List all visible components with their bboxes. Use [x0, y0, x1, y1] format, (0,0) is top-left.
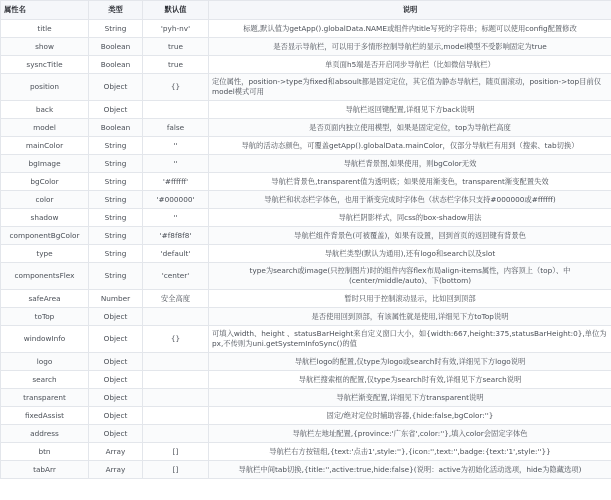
table-row — [1, 38, 611, 56]
table-row — [1, 389, 611, 407]
table-row — [1, 56, 611, 74]
cell-name: btn — [1, 443, 89, 461]
cell-type: String — [89, 155, 143, 173]
table-row — [1, 308, 611, 326]
cell-name: type — [1, 245, 89, 263]
cell-desc: 导航栏类型(默认为通用),还有logo和search以及slot — [209, 245, 611, 263]
cell-desc: 是否使用回到顶部，有该属性就是使用,详细见下方toTop说明 — [209, 308, 611, 326]
table-header-row — [1, 1, 611, 20]
cell-default: 'center' — [143, 263, 209, 290]
cell-type: Object — [89, 353, 143, 371]
table-row — [1, 461, 611, 479]
table-row — [1, 74, 611, 101]
cell-desc: 单页面h5端是否开启同步导航栏（比如微信导航栏） — [209, 56, 611, 74]
cell-type: Object — [89, 389, 143, 407]
cell-default: 安全高度 — [143, 290, 209, 308]
cell-name: model — [1, 119, 89, 137]
cell-name: search — [1, 371, 89, 389]
cell-type: Boolean — [89, 119, 143, 137]
cell-default: '#f8f8f8' — [143, 227, 209, 245]
table-row — [1, 245, 611, 263]
cell-default: 'default' — [143, 245, 209, 263]
table-row — [1, 443, 611, 461]
cell-default: true — [143, 38, 209, 56]
table-row — [1, 371, 611, 389]
cell-desc: type为search或image(只控制图片)时的组件内容flex布局align-items属性，内容顶上（top）、中(center/middle/auto)、下(bottom) — [209, 263, 611, 290]
table-row — [1, 20, 611, 38]
cell-name: back — [1, 101, 89, 119]
cell-type: String — [89, 245, 143, 263]
cell-name: address — [1, 425, 89, 443]
cell-default — [143, 101, 209, 119]
table-row — [1, 407, 611, 425]
cell-name: bgImage — [1, 155, 89, 173]
cell-desc: 导航栏中间tab切换,{title:'',active:true,hide:false}(说明：active为初始化活动选项，hide为隐藏选项) — [209, 461, 611, 479]
cell-default: '' — [143, 137, 209, 155]
cell-type: Object — [89, 74, 143, 101]
cell-desc: 导航的活动态颜色，可覆盖getApp().globalData.mainColor，仅部分导航栏有用到（搜索、tab切换） — [209, 137, 611, 155]
cell-default — [143, 353, 209, 371]
cell-type: String — [89, 209, 143, 227]
cell-type: String — [89, 173, 143, 191]
header-name: 属性名 — [1, 1, 89, 20]
cell-name: shadow — [1, 209, 89, 227]
cell-default: '#ffffff' — [143, 173, 209, 191]
table-row — [1, 290, 611, 308]
cell-default: 'pyh-nv' — [143, 20, 209, 38]
cell-name: toTop — [1, 308, 89, 326]
cell-type: String — [89, 263, 143, 290]
cell-desc: 导航栏背景图,如果使用，则bgColor无效 — [209, 155, 611, 173]
cell-default: '' — [143, 155, 209, 173]
table-row — [1, 227, 611, 245]
cell-name: fixedAssist — [1, 407, 89, 425]
cell-type: Object — [89, 101, 143, 119]
cell-type: Object — [89, 407, 143, 425]
cell-type: Number — [89, 290, 143, 308]
cell-type: Boolean — [89, 56, 143, 74]
table-row — [1, 263, 611, 290]
table-row — [1, 326, 611, 353]
cell-desc: 导航栏logo的配置,仅type为logo或search时有效,详细见下方logo说明 — [209, 353, 611, 371]
cell-name: position — [1, 74, 89, 101]
cell-desc: 导航栏左地址配置,{province:'广东省',color:''},填入color会固定字体色 — [209, 425, 611, 443]
table-row — [1, 119, 611, 137]
cell-default: [] — [143, 443, 209, 461]
cell-default: true — [143, 56, 209, 74]
table-row — [1, 173, 611, 191]
table-row — [1, 191, 611, 209]
cell-desc: 导航栏返回键配置,详细见下方back说明 — [209, 101, 611, 119]
table-row — [1, 353, 611, 371]
cell-name: windowInfo — [1, 326, 89, 353]
cell-name: transparent — [1, 389, 89, 407]
cell-default — [143, 407, 209, 425]
table-row — [1, 209, 611, 227]
cell-type: String — [89, 191, 143, 209]
header-desc: 说明 — [209, 1, 611, 20]
cell-default — [143, 308, 209, 326]
cell-default: '' — [143, 209, 209, 227]
table-row — [1, 155, 611, 173]
header-type: 类型 — [89, 1, 143, 20]
cell-desc: 导航栏阴影样式，同css的box-shadow用法 — [209, 209, 611, 227]
cell-name: bgColor — [1, 173, 89, 191]
header-default: 默认值 — [143, 1, 209, 20]
cell-default — [143, 425, 209, 443]
cell-name: mainColor — [1, 137, 89, 155]
cell-name: componentBgColor — [1, 227, 89, 245]
cell-desc: 标题,默认值为getApp().globalData.NAME或组件内title写死的字符串；标题可以使用config配置修改 — [209, 20, 611, 38]
cell-default: {} — [143, 326, 209, 353]
cell-default: '#000000' — [143, 191, 209, 209]
cell-type: Object — [89, 308, 143, 326]
cell-default: false — [143, 119, 209, 137]
cell-desc: 导航栏组件背景色(可被覆盖)，如果有设置，回到首页的返回键有背景色 — [209, 227, 611, 245]
cell-name: color — [1, 191, 89, 209]
cell-type: Array — [89, 461, 143, 479]
table-row — [1, 101, 611, 119]
table-row — [1, 137, 611, 155]
cell-name: sysncTitle — [1, 56, 89, 74]
cell-name: title — [1, 20, 89, 38]
cell-desc: 导航栏渐变配置,详细见下方transparent说明 — [209, 389, 611, 407]
cell-desc: 固定/绝对定位时辅助容器,{hide:false,bgColor:''} — [209, 407, 611, 425]
cell-type: Array — [89, 443, 143, 461]
cell-type: Object — [89, 425, 143, 443]
cell-default — [143, 371, 209, 389]
cell-desc: 暂时只用于控制滚动显示，比如回到顶部 — [209, 290, 611, 308]
cell-desc: 导航栏搜索框的配置,仅type为search时有效,详细见下方search说明 — [209, 371, 611, 389]
cell-default: [] — [143, 461, 209, 479]
cell-desc: 定位属性，position->type为fixed和absoult都是固定定位，其它值为静态导航栏，随页面滚动，position->top目前仅model模式可用 — [209, 74, 611, 101]
cell-desc: 是否显示导航栏，可以用于多情形控制导航栏的显示,model模型不受影响固定为true — [209, 38, 611, 56]
cell-desc: 导航栏背景色,transparent值为透明底；如果使用渐变色，transparent渐变配置失效 — [209, 173, 611, 191]
cell-desc: 导航栏和状态栏字体色，也用于渐变完成时字体色（状态栏字体只支持#000000或#ffffff) — [209, 191, 611, 209]
cell-name: logo — [1, 353, 89, 371]
cell-default — [143, 389, 209, 407]
cell-type: Object — [89, 326, 143, 353]
cell-desc: 可填入width、height 、statusBarHeight来自定义窗口大小，如{width:667,height:375,statusBarHeight:0},单位为px,不传则为uni.getSystemInfoSync()的值 — [209, 326, 611, 353]
cell-name: show — [1, 38, 89, 56]
table-row — [1, 425, 611, 443]
cell-name: tabArr — [1, 461, 89, 479]
cell-desc: 是否页面内独立使用模型，如果是固定定位，top为导航栏高度 — [209, 119, 611, 137]
cell-type: Boolean — [89, 38, 143, 56]
cell-type: String — [89, 20, 143, 38]
cell-type: Object — [89, 371, 143, 389]
cell-desc: 导航栏右方按钮组,{text:'点击1',style:''},{icon:'',text:'',badge:{text:'1',style:''}} — [209, 443, 611, 461]
cell-default: {} — [143, 74, 209, 101]
cell-type: String — [89, 227, 143, 245]
cell-type: String — [89, 137, 143, 155]
cell-name: componentsFlex — [1, 263, 89, 290]
cell-name: safeArea — [1, 290, 89, 308]
